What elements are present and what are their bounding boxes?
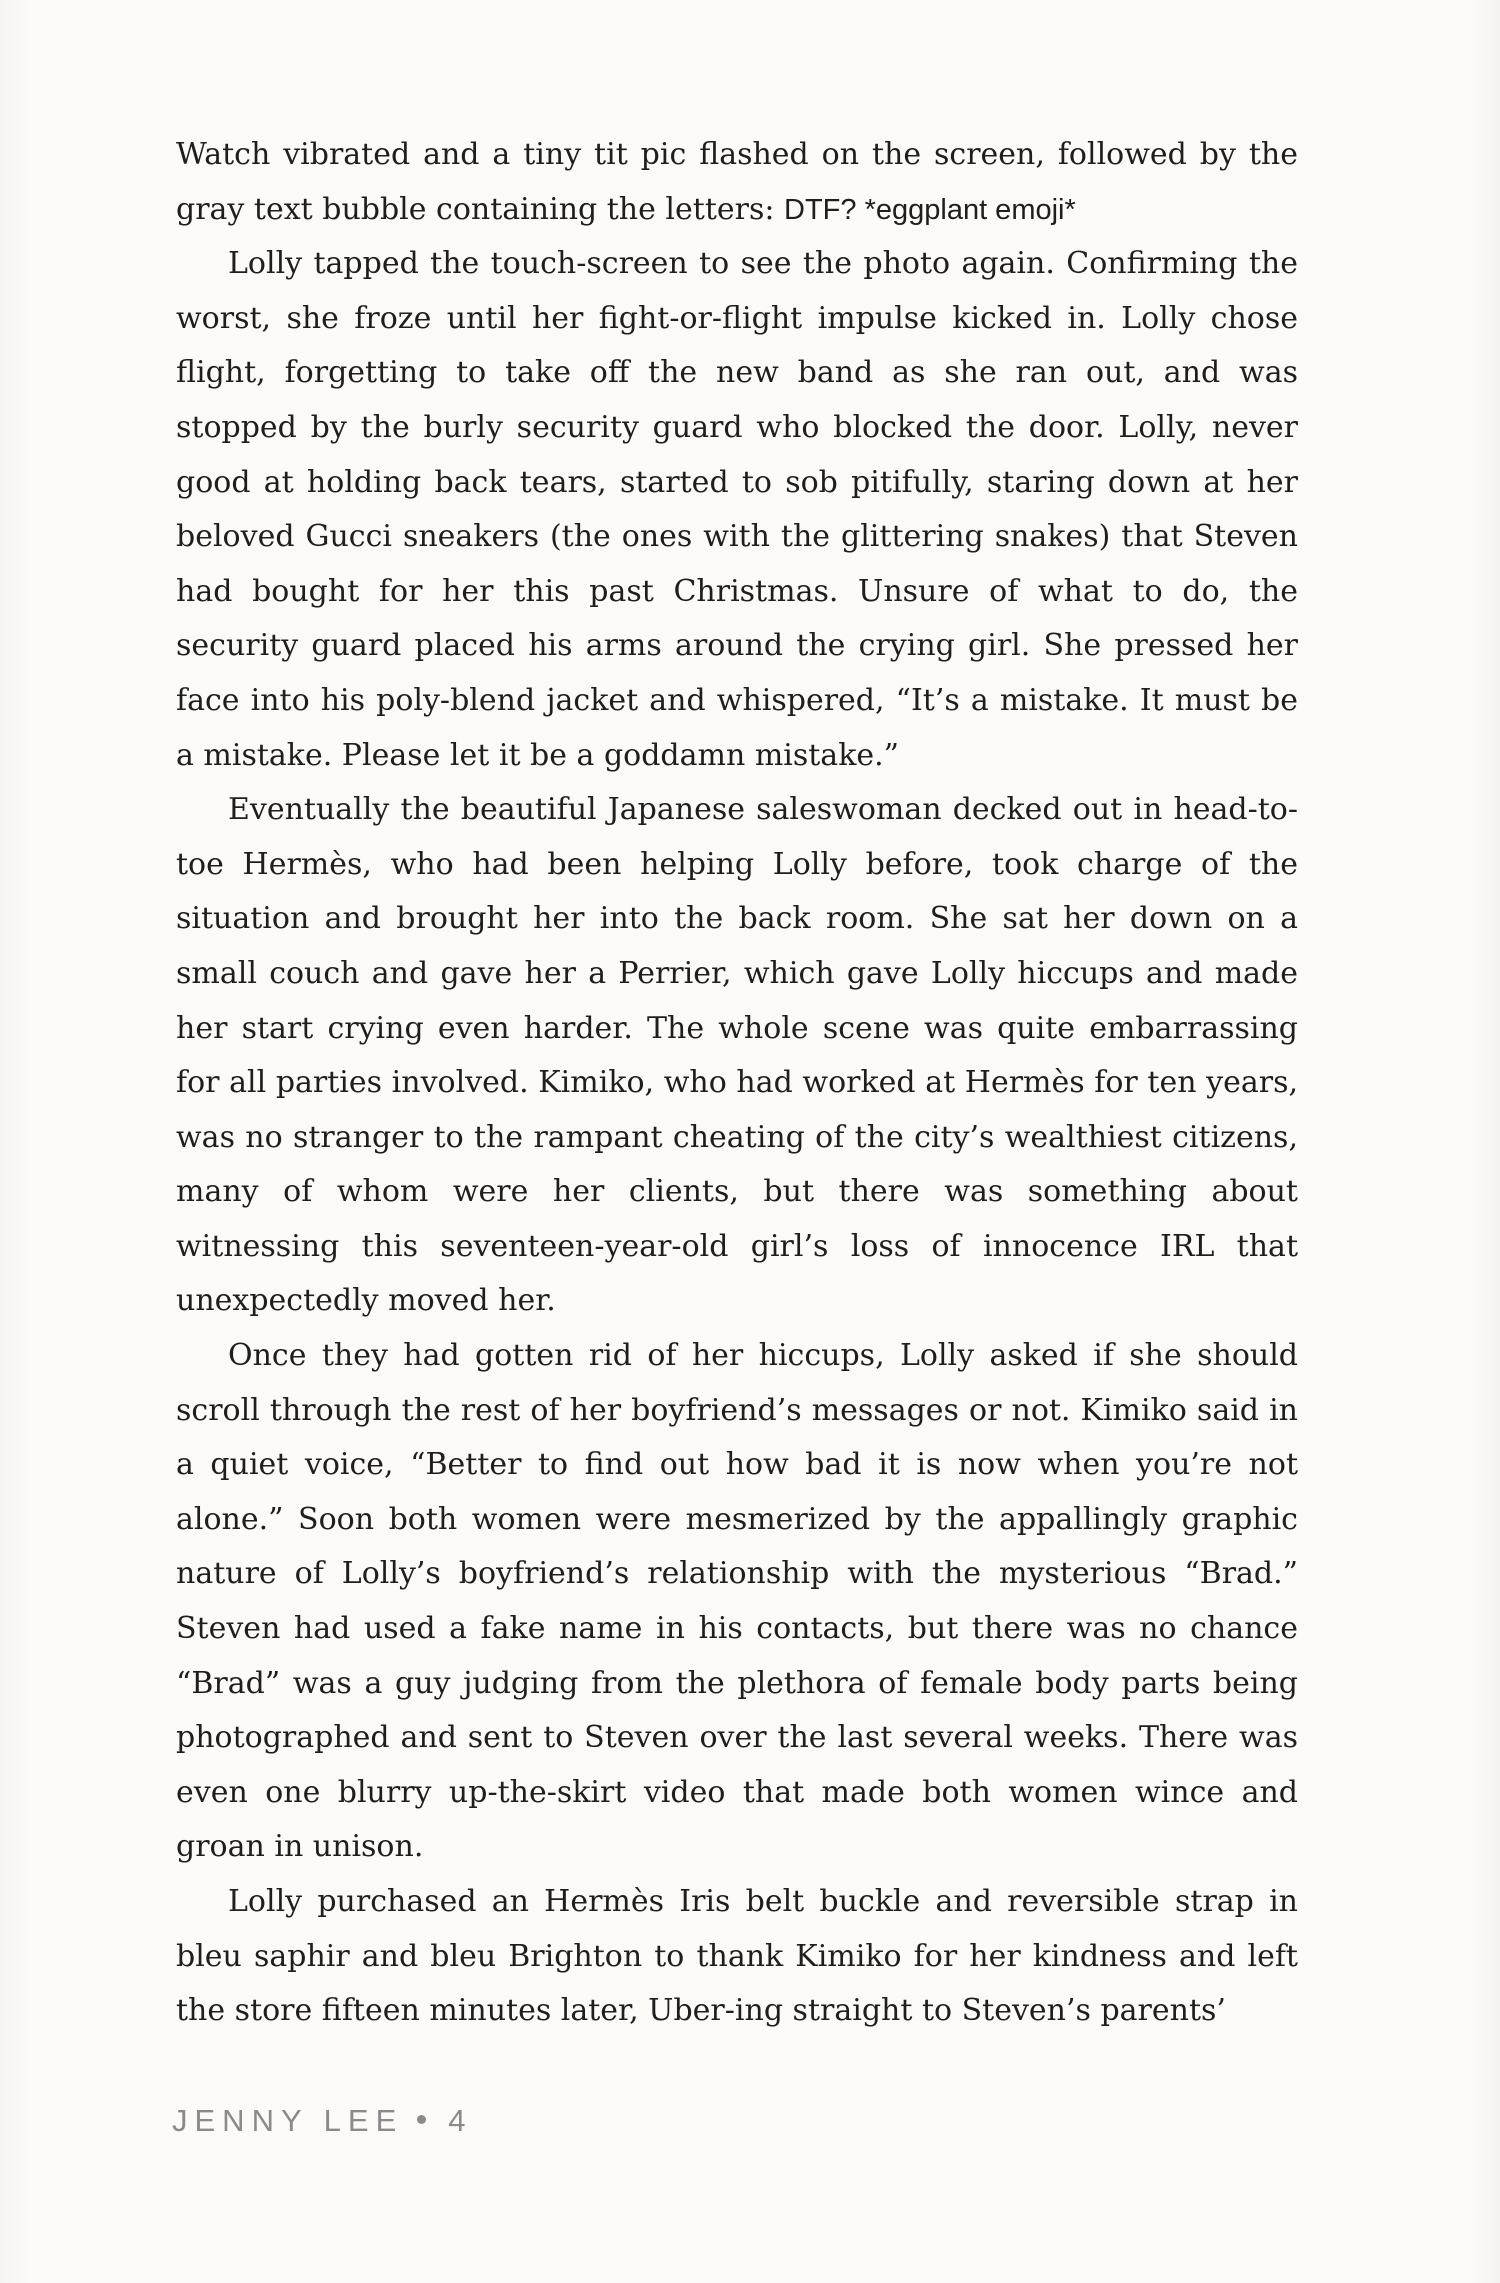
paragraph-1-text: Watch vibrated and a tiny tit pic flashed on the screen, followed by the gray text bubble containing the letters: xyxy=(176,137,1298,227)
footer-author: JENNY LEE xyxy=(172,2103,404,2138)
footer-page-number: 4 xyxy=(448,2103,473,2138)
page-footer xyxy=(172,2103,473,2139)
text-message-inline: DTF? *eggplant emoji* xyxy=(784,193,1076,226)
paragraph-2: Lolly tapped the touch-screen to see the photo again. Confirming the worst, she froze until her fight-or-flight impulse kicked in. Lolly chose flight, forgetting to take off the new band as she ran out, and was stopped by the burly security guard who blocked the door. Lolly, never good at holding back tears, started to sob pitifully, staring down at her beloved Gucci sneakers (the ones with the glittering snakes) that Steven had bought for her this past Christmas. Unsure of what to do, the security guard placed his arms around the crying girl. She pressed her face into his poly-blend jacket and whispered, “It’s a mistake. It must be a mistake. Please let it be a goddamn mistake.” xyxy=(176,246,1298,773)
paragraph-4: Once they had gotten rid of her hiccups, Lolly asked if she should scroll through the rest of her boyfriend’s messages or not. Kimiko said in a quiet voice, “Better to find out how bad it is now when you’re not alone.” Soon both women were mesmerized by the appallingly graphic nature of Lolly’s boyfriend’s relationship with the mysterious “Brad.” Steven had used a fake name in his contacts, but there was no chance “Brad” was a guy judging from the plethora of female body parts being photographed and sent to Steven over the last several weeks. There was even one blurry up-the-skirt video that made both women wince and groan in unison. xyxy=(176,1338,1298,1865)
paragraph-1 xyxy=(176,128,1298,237)
paragraph-3: Eventually the beautiful Japanese saleswoman decked out in head-to-toe Hermès, who had been helping Lolly before, took charge of the situation and brought her into the back room. She sat her down on a small couch and gave her a Perrier, which gave Lolly hiccups and made her start crying even harder. The whole scene was quite embarrassing for all parties involved. Kimiko, who had worked at Hermès for ten years, was no stranger to the rampant cheating of the city’s wealthiest citizens, many of whom were her clients, but there was something about witnessing this seventeen-year-old girl’s loss of innocence IRL that unexpectedly moved her. xyxy=(176,792,1298,1319)
bullet-separator-icon xyxy=(417,2115,426,2124)
body-text xyxy=(176,128,1298,2039)
paragraph-5: Lolly purchased an Hermès Iris belt buckle and reversible strap in bleu saphir and bleu Brighton to thank Kimiko for her kindness and left the store fifteen minutes later, Uber-ing straight to Steven’s parents’ xyxy=(176,1884,1298,2029)
